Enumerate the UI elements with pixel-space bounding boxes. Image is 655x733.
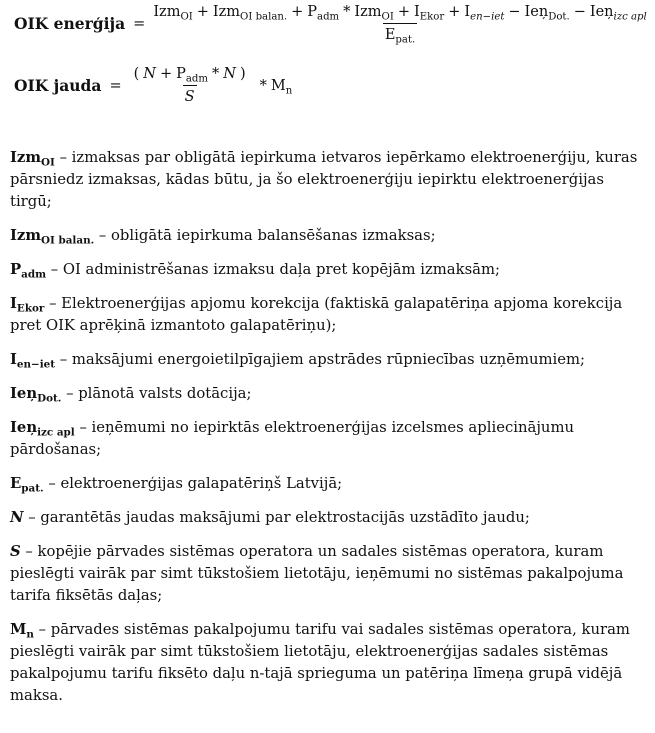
equals-sign: = <box>133 15 146 32</box>
math-term <box>185 89 195 105</box>
definition-symbol: Izm <box>10 149 41 166</box>
math-term <box>524 4 570 23</box>
math-operator: * <box>343 4 351 20</box>
definition-text: – OI administrēšanas izmaksu daļa pret kopējām izmaksām; <box>46 261 501 278</box>
math-term <box>589 4 647 23</box>
math-subscript: Dot. <box>548 11 570 23</box>
definition-text: – ieņēmumi no iepirktās elektroenerģijas izcelsmes apliecinājumu pārdošanas; <box>10 419 574 458</box>
math-symbol: P <box>307 4 318 20</box>
definition-item <box>10 225 645 247</box>
math-symbol: Izm <box>153 4 181 20</box>
fraction <box>128 66 252 105</box>
definition-item <box>10 293 645 337</box>
definition-item <box>10 417 645 461</box>
math-term <box>153 4 193 23</box>
math-operator: + <box>196 4 209 20</box>
formula-label: OIK jauda <box>14 76 102 95</box>
multiplier <box>256 77 293 97</box>
math-operator: ( <box>133 66 140 82</box>
math-operator: + <box>397 4 410 20</box>
math-term <box>384 27 416 46</box>
definition-subscript: OI balan. <box>40 234 95 247</box>
definition-subscript: pat. <box>21 482 44 495</box>
definition-symbol: Izm <box>10 227 41 244</box>
math-symbol: Ieņ <box>589 4 614 20</box>
definition-subscript: Ekor <box>16 302 45 315</box>
formula-energy <box>14 4 649 46</box>
definition-item <box>10 259 645 281</box>
math-symbol: S <box>184 89 195 105</box>
definition-symbol: N <box>10 509 24 526</box>
definition-text: – pārvades sistēmas pakalpojumu tarifu vai sadales sistēmas operatora, kuram pieslēgti vairāk par simt tūkstošiem lietotāju, elektroenerģijas sadales sistēmas pakalpojumu tarifu fiksēto daļu n-tajā sprieguma un patēriņa līmeņa grupā vidējā maksa. <box>10 621 630 704</box>
math-term <box>143 66 156 82</box>
definition-subscript: en−iet <box>16 358 56 371</box>
definition-symbol: E <box>10 475 22 492</box>
math-symbol: M <box>270 77 286 94</box>
math-subscript: OI <box>180 11 193 23</box>
math-subscript: en−iet <box>470 11 505 23</box>
definition-symbol: I <box>10 295 17 312</box>
definition-text: – kopējie pārvades sistēmas operatora un sadales sistēmas operatora, kuram pieslēgti vairāk par simt tūkstošiem lietotāju, ieņēmumi no sistēmas pakalpojuma tarifa fiksētās daļas; <box>10 543 624 604</box>
math-term <box>464 4 505 23</box>
math-symbol: I <box>414 4 420 20</box>
math-symbol: N <box>143 66 156 82</box>
definition-subscript: adm <box>21 268 47 281</box>
math-operator: ) <box>239 66 246 82</box>
math-operator: + <box>159 66 173 82</box>
definition-text: – garantētās jaudas maksājumi par elektrostacijās uzstādīto jaudu; <box>23 509 530 526</box>
denominator <box>383 23 417 46</box>
definition-symbol: Ieņ <box>10 385 38 402</box>
formula-label: OIK enerģija <box>14 14 126 33</box>
formula-capacity <box>14 66 292 105</box>
math-operator: − <box>508 4 521 20</box>
definition-symbol: Ieņ <box>10 419 38 436</box>
math-symbol: Ieņ <box>524 4 549 20</box>
numerator <box>151 4 648 23</box>
definition-subscript: Dot. <box>37 392 62 405</box>
definition-text: – obligātā iepirkuma balansēšanas izmaksas; <box>94 227 436 244</box>
math-term <box>223 66 236 82</box>
math-symbol: N <box>223 66 236 82</box>
definition-text: – Elektroenerģijas apjomu korekcija (faktiskā galapatēriņa apjoma korekcija pret OIK aprēķinā izmantoto galapatēriņu); <box>10 295 623 334</box>
math-operator: + <box>448 4 461 20</box>
definition-text: – maksājumi energoietilpīgajiem apstrādes rūpniecības uzņēmumiem; <box>55 351 586 368</box>
definition-item <box>10 507 645 529</box>
fraction <box>151 4 648 46</box>
definition-symbol: M <box>10 621 27 638</box>
definition-symbol: I <box>10 351 17 368</box>
definition-item <box>10 541 645 607</box>
math-subscript: OI <box>381 11 394 23</box>
math-subscript: pat. <box>395 34 416 46</box>
math-term <box>414 4 445 23</box>
math-operator: * <box>212 66 220 82</box>
definition-item <box>10 619 645 707</box>
math-symbol: E <box>384 27 396 43</box>
definition-item <box>10 349 645 371</box>
definition-symbol: P <box>10 261 22 278</box>
math-subscript: Ekor <box>419 11 445 23</box>
definition-text: – plānotā valsts dotācija; <box>61 385 252 402</box>
math-subscript: izc apl <box>613 11 647 23</box>
math-symbol: Izm <box>212 4 241 20</box>
math-term <box>354 4 394 23</box>
math-operator: − <box>573 4 586 20</box>
definition-item <box>10 147 645 213</box>
math-subscript: adm <box>185 73 208 85</box>
math-symbol: Izm <box>354 4 382 20</box>
definition-subscript: n <box>26 628 34 641</box>
math-term <box>176 66 208 85</box>
definition-item <box>10 473 645 495</box>
definition-symbol: S <box>10 543 21 560</box>
definition-subscript: izc apl <box>37 426 75 439</box>
math-symbol: I <box>464 4 471 20</box>
math-subscript: n <box>285 85 293 97</box>
definition-text: – elektroenerģijas galapatēriņš Latvijā; <box>43 475 343 492</box>
math-subscript: adm <box>317 11 340 23</box>
math-term <box>307 4 340 23</box>
definition-item <box>10 383 645 405</box>
definitions-list <box>10 147 645 719</box>
math-operator: * <box>259 77 267 94</box>
math-operator: + <box>291 4 304 20</box>
definition-subscript: OI <box>40 156 55 169</box>
math-symbol: P <box>176 66 186 82</box>
definition-text: – izmaksas par obligātā iepirkuma ietvaros iepērkamo elektroenerģiju, kuras pārsniedz izmaksas, kādas būtu, ja šo elektroenerģiju iepirktu elektroenerģijas tirgū; <box>10 149 638 210</box>
denominator <box>183 85 197 105</box>
equals-sign: = <box>109 77 122 94</box>
math-term <box>212 4 288 23</box>
math-term <box>270 77 293 97</box>
math-subscript: OI balan. <box>240 11 288 23</box>
numerator <box>128 66 252 85</box>
